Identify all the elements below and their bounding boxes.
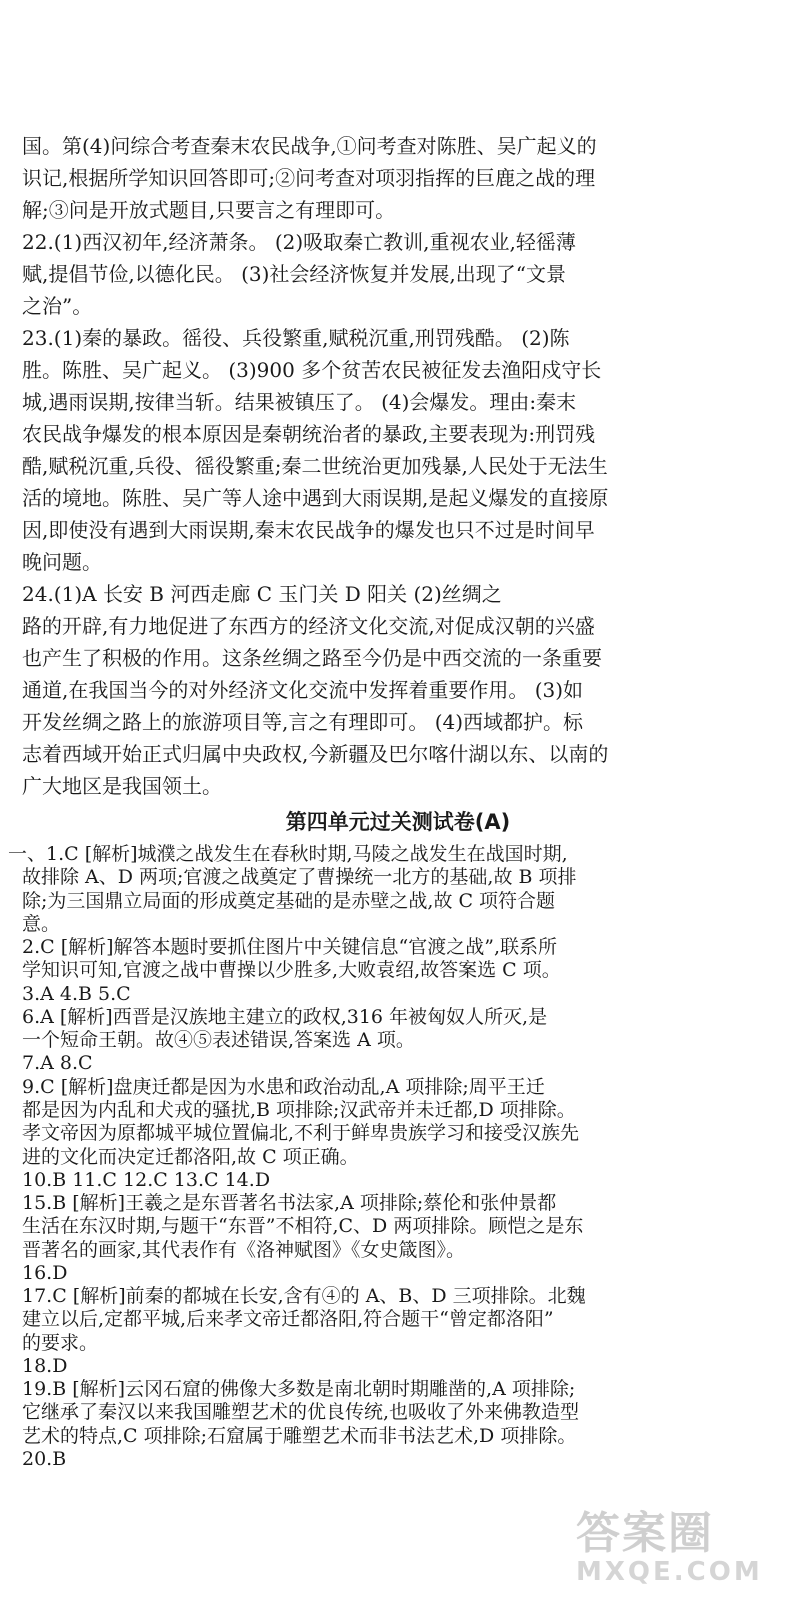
text-line: 17.C [解析]前秦的都城在长安,含有④的 A、B、D 三项排除。北魏 [22, 1285, 586, 1308]
text-line: 赋,提倡节俭,以德化民。 (3)社会经济恢复并发展,出现了“文景 [22, 262, 566, 286]
text-line: 2.C [解析]解答本题时要抓住图片中关键信息“官渡之战”,联系所 [22, 936, 557, 959]
text-line: 20.B [22, 1448, 67, 1470]
text-line: 路的开辟,有力地促进了东西方的经济文化交流,对促成汉朝的兴盛 [22, 614, 595, 638]
text-line: 晋著名的画家,其代表作有《洛神赋图》《女史箴图》。 [22, 1238, 466, 1261]
watermark-logo [576, 1510, 766, 1590]
text-line: 酷,赋税沉重,兵役、徭役繁重;秦二世统治更加残暴,人民处于无法生 [22, 454, 608, 478]
text-line: 学知识可知,官渡之战中曹操以少胜多,大败袁绍,故答案选 C 项。 [22, 959, 561, 982]
text-line: 故排除 A、D 两项;官渡之战奠定了曹操统一北方的基础,故 B 项排 [22, 866, 577, 889]
text-line: 24.(1)A 长安 B 河西走廊 C 玉门关 D 阳关 (2)丝绸之 [22, 582, 502, 606]
text-line: 志着西域开始正式归属中央政权,今新疆及巴尔喀什湖以东、以南的 [22, 742, 609, 766]
text-line: 都是因为内乱和犬戎的骚扰,B 项排除;汉武帝并未迁都,D 项排除。 [22, 1098, 576, 1121]
text-line: 识记,根据所学知识回答即可;②问考查对项羽指挥的巨鹿之战的理 [22, 166, 596, 190]
text-line: 国。第(4)问综合考查秦末农民战争,①问考查对陈胜、吴广起义的 [22, 134, 597, 158]
text-line: 3.A 4.B 5.C [22, 982, 131, 1005]
text-line: 15.B [解析]王羲之是东晋著名书法家,A 项排除;蔡伦和张仲景都 [22, 1192, 557, 1215]
text-line: 它继承了秦汉以来我国雕塑艺术的优良传统,也吸收了外来佛教造型 [22, 1401, 580, 1424]
text-line: 因,即使没有遇到大雨误期,秦末农民战争的爆发也只不过是时间早 [22, 518, 595, 542]
text-line: 19.B [解析]云冈石窟的佛像大多数是南北朝时期雕凿的,A 项排除; [22, 1378, 576, 1401]
text-line: 胜。陈胜、吴广起义。 (3)900 多个贫苦农民被征发去渔阳戍守长 [22, 358, 602, 382]
text-line: 一、1.C [解析]城濮之战发生在春秋时期,马陵之战发生在战国时期, [8, 843, 568, 865]
text-line: 意。 [22, 912, 61, 935]
text-line: 活的境地。陈胜、吴广等人途中遇到大雨误期,是起义爆发的直接原 [22, 486, 609, 510]
text-line: 16.D [22, 1261, 68, 1284]
watermark-url: MXQE.COM [576, 1557, 763, 1587]
text-line: 艺术的特点,C 项排除;石窟属于雕塑艺术而非书法艺术,D 项排除。 [22, 1424, 577, 1447]
text-line: 农民战争爆发的根本原因是秦朝统治者的暴政,主要表现为:刑罚残 [22, 422, 596, 446]
text-line: 城,遇雨误期,按律当斩。结果被镇压了。 (4)会爆发。理由:秦末 [22, 390, 577, 414]
text-line: 18.D [22, 1354, 68, 1377]
text-line: 解;③问是开放式题目,只要言之有理即可。 [22, 198, 396, 222]
text-line: 开发丝绸之路上的旅游项目等,言之有理即可。 (4)西域都护。标 [22, 710, 584, 734]
text-line: 10.B 11.C 12.C 13.C 14.D [22, 1168, 271, 1191]
text-line: 生活在东汉时期,与题干“东晋”不相符,C、D 两项排除。顾恺之是东 [22, 1215, 584, 1238]
text-line: 除;为三国鼎立局面的形成奠定基础的是赤壁之战,故 C 项符合题 [22, 889, 556, 912]
text-line: 22.(1)西汉初年,经济萧条。 (2)吸取秦亡教训,重视农业,轻徭薄 [22, 230, 576, 254]
section-heading: 第四单元过关测试卷(A) [285, 810, 511, 834]
text-line: 23.(1)秦的暴政。徭役、兵役繁重,赋税沉重,刑罚残酷。 (2)陈 [22, 326, 570, 350]
watermark-logo-text: 答案圈 [576, 1508, 714, 1559]
text-line: 广大地区是我国领土。 [22, 774, 222, 798]
text-line: 也产生了积极的作用。这条丝绸之路至今仍是中西交流的一条重要 [22, 646, 602, 670]
text-line: 9.C [解析]盘庚迁都是因为水患和政治动乱,A 项排除;周平王迁 [22, 1075, 545, 1098]
text-line: 6.A [解析]西晋是汉族地主建立的政权,316 年被匈奴人所灭,是 [22, 1005, 548, 1028]
text-line: 孝文帝因为原都城平城位置偏北,不利于鲜卑贵族学习和接受汉族先 [22, 1122, 580, 1145]
text-line: 建立以后,定都平城,后来孝文帝迁都洛阳,符合题干“曾定都洛阳” [22, 1308, 554, 1331]
text-line: 之治”。 [22, 294, 93, 318]
text-line: 一个短命王朝。故④⑤表述错误,答案选 A 项。 [22, 1029, 415, 1052]
text-line: 的要求。 [22, 1331, 99, 1354]
text-line: 通道,在我国当今的对外经济文化交流中发挥着重要作用。 (3)如 [22, 678, 584, 702]
text-line: 晚问题。 [22, 550, 102, 574]
text-line: 进的文化而决定迁都洛阳,故 C 项正确。 [22, 1145, 359, 1168]
text-line: 7.A 8.C [22, 1052, 93, 1075]
